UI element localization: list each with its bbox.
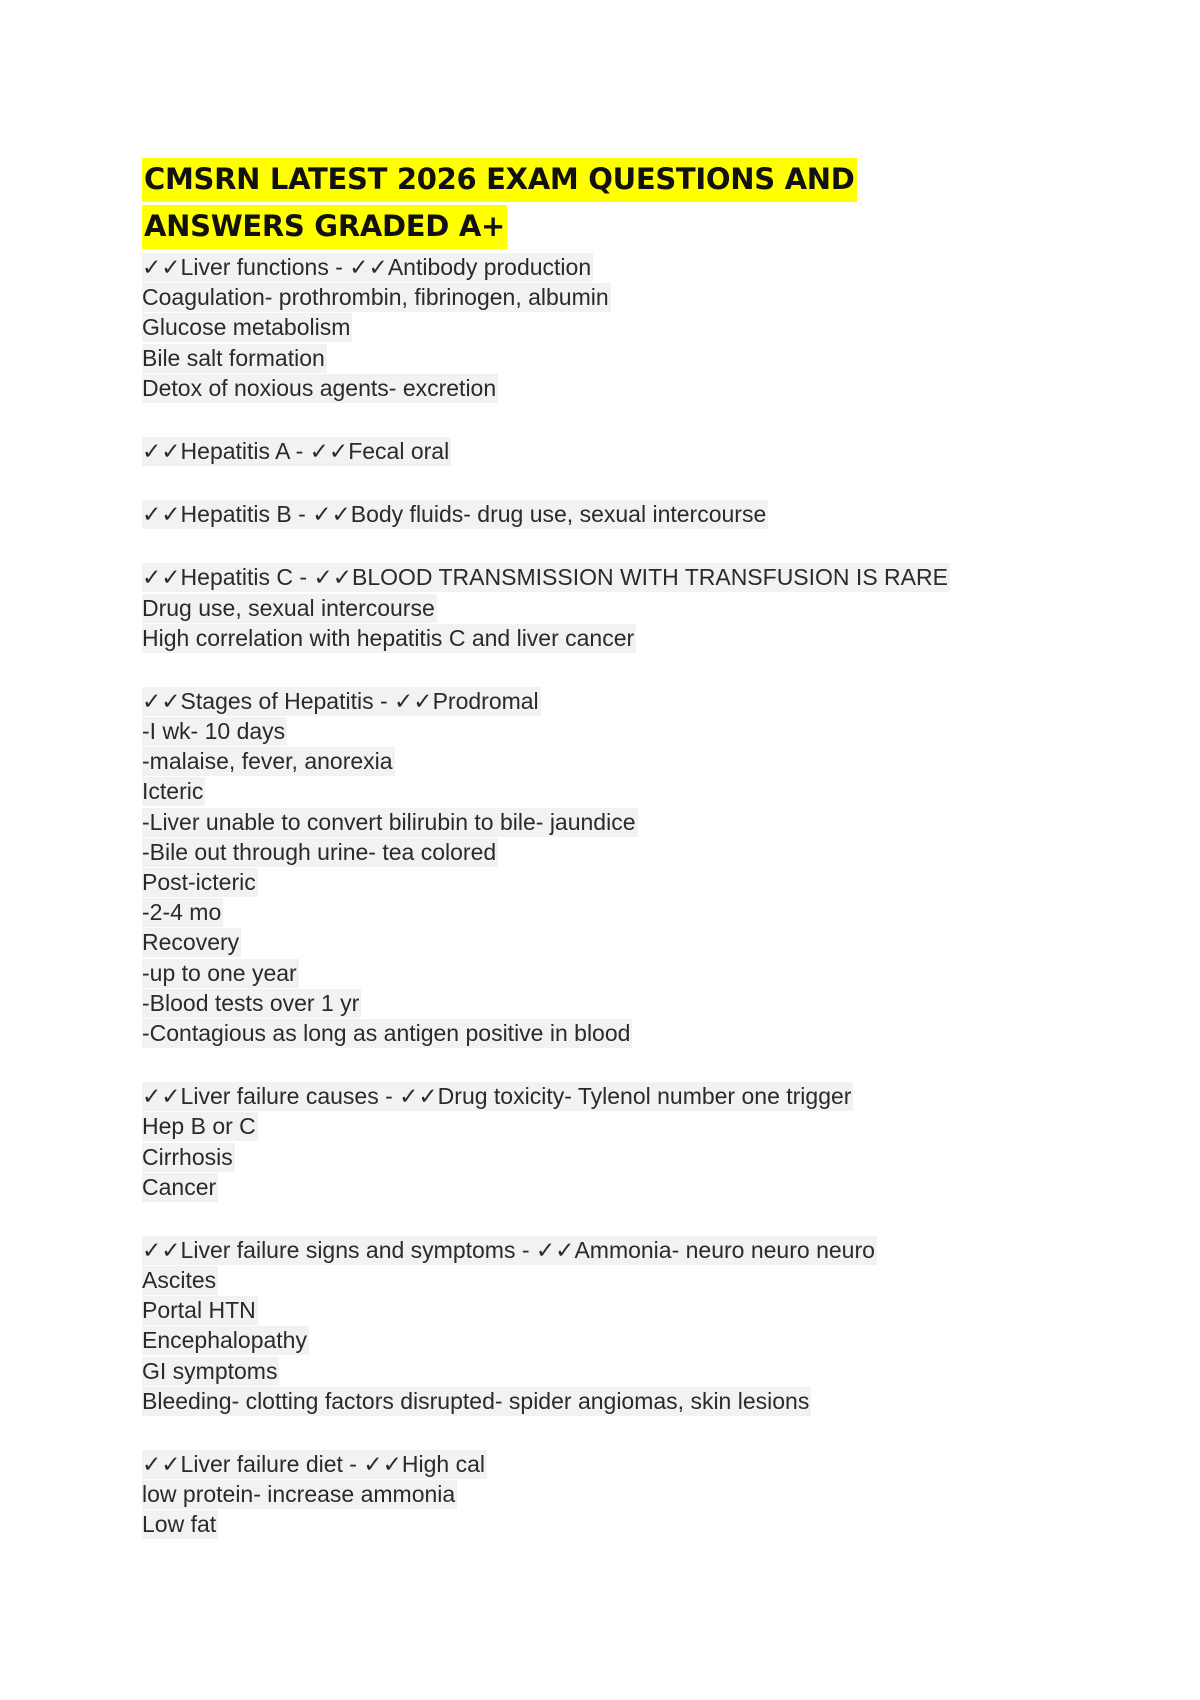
- qa-item: [142, 499, 1142, 529]
- qa-line-text: -Blood tests over 1 yr: [142, 989, 360, 1016]
- qa-question-line: [142, 1235, 1142, 1265]
- qa-line-text: -I wk- 10 days: [142, 718, 286, 745]
- qa-answer-line: [142, 807, 1142, 837]
- qa-answer-line: [142, 1325, 1142, 1355]
- qa-answer-line: [142, 1142, 1142, 1172]
- qa-answer-line: [142, 988, 1142, 1018]
- qa-item: [142, 1081, 1142, 1202]
- qa-line-text: -Contagious as long as antigen positive in blood: [142, 1019, 631, 1046]
- qa-question-line: [142, 252, 1142, 282]
- qa-answer-line: [142, 958, 1142, 988]
- qa-line-text: Drug use, sexual intercourse: [142, 594, 435, 621]
- qa-answer-line: [142, 282, 1142, 312]
- qa-line-text: Ascites: [142, 1267, 217, 1294]
- qa-line-text: Portal HTN: [142, 1297, 256, 1324]
- qa-line-text: Cancer: [142, 1173, 217, 1200]
- qa-question-line: [142, 562, 1142, 592]
- qa-answer-line: [142, 1479, 1142, 1509]
- qa-line-text: High correlation with hepatitis C and liver cancer: [142, 624, 635, 651]
- qa-line-text: ✓✓Liver failure signs and symptoms - ✓✓Ammonia- neuro neuro neuro: [142, 1236, 875, 1263]
- qa-answer-line: [142, 343, 1142, 373]
- qa-answer-line: [142, 776, 1142, 806]
- qa-line-text: -2-4 mo: [142, 899, 222, 926]
- qa-answer-line: [142, 1295, 1142, 1325]
- qa-line-text: Low fat: [142, 1511, 217, 1538]
- qa-answer-line: [142, 837, 1142, 867]
- qa-line-text: ✓✓Hepatitis C - ✓✓BLOOD TRANSMISSION WITH TRANSFUSION IS RARE: [142, 564, 948, 591]
- qa-line-text: Icteric: [142, 778, 204, 805]
- qa-answer-line: [142, 1172, 1142, 1202]
- qa-answer-line: [142, 1265, 1142, 1295]
- qa-line-text: Detox of noxious agents- excretion: [142, 374, 497, 401]
- qa-question-line: [142, 436, 1142, 466]
- qa-answer-line: [142, 312, 1142, 342]
- qa-answer-line: [142, 927, 1142, 957]
- qa-list: [142, 252, 1142, 1573]
- document-title-text: CMSRN LATEST 2026 EXAM QUESTIONS AND ANSWERS GRADED A+: [142, 158, 857, 249]
- qa-item: [142, 1235, 1142, 1416]
- qa-line-text: ✓✓Liver failure causes - ✓✓Drug toxicity- Tylenol number one trigger: [142, 1083, 852, 1110]
- qa-item: [142, 1449, 1142, 1540]
- qa-answer-line: [142, 593, 1142, 623]
- qa-item: [142, 686, 1142, 1048]
- qa-line-text: Hep B or C: [142, 1113, 256, 1140]
- qa-line-text: GI symptoms: [142, 1357, 278, 1384]
- qa-item: [142, 436, 1142, 466]
- qa-answer-line: [142, 373, 1142, 403]
- qa-question-line: [142, 686, 1142, 716]
- qa-question-line: [142, 499, 1142, 529]
- qa-line-text: Cirrhosis: [142, 1143, 233, 1170]
- document-title: [142, 156, 1022, 250]
- qa-line-text: Coagulation- prothrombin, fibrinogen, albumin: [142, 284, 609, 311]
- qa-item: [142, 562, 1142, 653]
- qa-line-text: Bile salt formation: [142, 344, 325, 371]
- qa-answer-line: [142, 897, 1142, 927]
- qa-line-text: Glucose metabolism: [142, 314, 351, 341]
- qa-line-text: low protein- increase ammonia: [142, 1481, 456, 1508]
- qa-answer-line: [142, 1509, 1142, 1539]
- qa-answer-line: [142, 1018, 1142, 1048]
- qa-line-text: -Bile out through urine- tea colored: [142, 838, 497, 865]
- qa-line-text: ✓✓Liver functions - ✓✓Antibody production: [142, 254, 592, 280]
- qa-question-line: [142, 1449, 1142, 1479]
- qa-line-text: Encephalopathy: [142, 1327, 307, 1354]
- qa-line-text: -malaise, fever, anorexia: [142, 748, 393, 775]
- qa-answer-line: [142, 867, 1142, 897]
- qa-line-text: ✓✓Hepatitis A - ✓✓Fecal oral: [142, 437, 450, 464]
- qa-line-text: Post-icteric: [142, 869, 256, 895]
- qa-answer-line: [142, 1386, 1142, 1416]
- qa-question-line: [142, 1081, 1142, 1111]
- qa-answer-line: [142, 623, 1142, 653]
- qa-answer-line: [142, 1111, 1142, 1141]
- qa-line-text: Recovery: [142, 929, 240, 956]
- qa-line-text: ✓✓Hepatitis B - ✓✓Body fluids- drug use, sexual intercourse: [142, 501, 767, 528]
- qa-answer-line: [142, 746, 1142, 776]
- qa-line-text: ✓✓Stages of Hepatitis - ✓✓Prodromal: [142, 687, 539, 714]
- qa-answer-line: [142, 716, 1142, 746]
- qa-item: [142, 252, 1142, 403]
- qa-answer-line: [142, 1356, 1142, 1386]
- qa-line-text: -Liver unable to convert bilirubin to bile- jaundice: [142, 808, 636, 835]
- qa-line-text: Bleeding- clotting factors disrupted- spider angiomas, skin lesions: [142, 1387, 810, 1414]
- qa-line-text: ✓✓Liver failure diet - ✓✓High cal: [142, 1451, 485, 1477]
- qa-line-text: -up to one year: [142, 959, 297, 986]
